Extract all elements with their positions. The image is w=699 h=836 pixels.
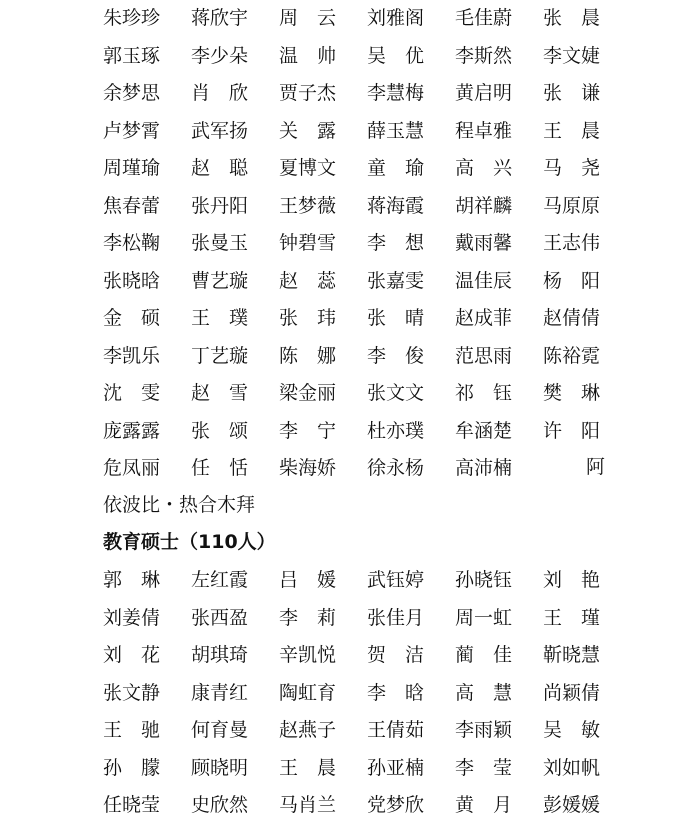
name-cell: 刘雅阁 <box>367 7 425 29</box>
name-cell: 焦春蕾 <box>103 194 161 217</box>
name-cell: 范思雨 <box>455 344 513 367</box>
name-cell: 程卓雅 <box>455 119 513 142</box>
name-cell: 刘姜倩 <box>103 606 161 629</box>
name-cell: 蔺 佳 <box>455 644 513 666</box>
name-cell: 张晓晗 <box>103 269 161 292</box>
name-cell: 高 慧 <box>455 681 513 704</box>
name-cell: 张嘉雯 <box>367 269 425 292</box>
name-cell: 余梦思 <box>103 82 161 104</box>
name-cell: 关 露 <box>279 119 337 142</box>
name-cell: 张 颂 <box>191 419 249 442</box>
name-cell: 彭媛媛 <box>543 794 601 816</box>
name-cell: 蒋海霞 <box>367 194 425 217</box>
name-cell: 何育曼 <box>191 719 249 741</box>
name-cell: 肖 欣 <box>191 82 249 104</box>
name-cell: 戴雨馨 <box>455 232 513 254</box>
name-cell: 马肖兰 <box>279 794 337 816</box>
name-cell: 刘 花 <box>103 644 161 666</box>
name-cell: 王 瑾 <box>543 606 601 629</box>
name-cell: 周一虹 <box>455 606 513 629</box>
name-cell: 薛玉慧 <box>367 119 425 142</box>
name-cell: 张 晴 <box>367 307 425 329</box>
name-cell: 赵燕子 <box>279 719 337 741</box>
name-cell: 徐永杨 <box>367 457 425 479</box>
name-cell: 沈 雯 <box>103 382 161 404</box>
name-cell: 危凤丽 <box>103 457 161 479</box>
name-cell: 王梦薇 <box>279 194 337 217</box>
name-cell: 胡祥麟 <box>455 194 513 217</box>
name-cell: 李凯乐 <box>103 344 161 367</box>
name-cell: 周 云 <box>279 7 337 29</box>
name-cell: 樊 琳 <box>543 382 601 404</box>
name-cell: 任晓莹 <box>103 794 161 816</box>
name-cell: 孙亚楠 <box>367 756 425 779</box>
wrapped-name-start: 阿 <box>586 456 606 478</box>
name-cell: 许 阳 <box>543 419 601 442</box>
name-cell: 李松鞠 <box>103 232 161 254</box>
name-cell: 刘 艳 <box>543 569 601 591</box>
name-cell: 王 晨 <box>279 756 337 779</box>
name-cell: 陈 娜 <box>279 344 337 367</box>
name-cell: 祁 钰 <box>455 382 513 404</box>
name-cell: 吴 敏 <box>543 719 601 741</box>
name-cell: 王 驰 <box>103 719 161 741</box>
name-cell: 赵 蕊 <box>279 269 337 292</box>
name-cell: 赵 聪 <box>191 157 249 179</box>
name-cell: 李 俊 <box>367 344 425 367</box>
name-cell: 杜亦璞 <box>367 419 425 442</box>
name-cell: 赵倩倩 <box>543 307 601 329</box>
name-cell: 吴 优 <box>367 44 425 67</box>
name-cell: 辛凯悦 <box>279 644 337 666</box>
name-cell: 贾子杰 <box>279 82 337 104</box>
name-cell: 史欣然 <box>191 794 249 816</box>
name-cell: 张文静 <box>103 681 161 704</box>
name-cell: 武军扬 <box>191 119 249 142</box>
name-cell: 黄启明 <box>455 82 513 104</box>
name-cell: 党梦欣 <box>367 794 425 816</box>
name-cell: 尚颖倩 <box>543 681 601 704</box>
name-cell: 朱珍珍 <box>103 7 161 29</box>
name-list-education <box>103 562 631 825</box>
name-cell: 张佳月 <box>367 606 425 629</box>
name-cell: 牟涵楚 <box>455 419 513 442</box>
name-cell: 温佳辰 <box>455 269 513 292</box>
name-cell: 李 想 <box>367 232 425 254</box>
name-cell: 张丹阳 <box>191 194 249 217</box>
name-cell: 蒋欣宇 <box>191 7 249 29</box>
name-cell: 周瑾瑜 <box>103 157 161 179</box>
name-cell: 李雨颖 <box>455 719 513 741</box>
section-heading-education: 教育硕士（110人） <box>103 531 276 553</box>
name-cell: 陈裕霓 <box>543 344 601 367</box>
name-cell: 张 谦 <box>543 82 601 104</box>
name-cell: 王倩茹 <box>367 719 425 741</box>
name-cell: 李斯然 <box>455 44 513 67</box>
name-cell: 王 晨 <box>543 119 601 142</box>
name-cell: 左红霞 <box>191 569 249 591</box>
name-cell: 赵 雪 <box>191 382 249 404</box>
name-cell: 庞露露 <box>103 419 161 442</box>
name-cell: 张 晨 <box>543 7 601 29</box>
name-cell: 丁艺璇 <box>191 344 249 367</box>
name-cell: 张文文 <box>367 382 425 404</box>
name-cell: 毛佳蔚 <box>455 7 513 29</box>
name-cell: 黄 月 <box>455 794 513 816</box>
name-cell: 任 恬 <box>191 457 249 479</box>
name-cell: 夏博文 <box>279 157 337 179</box>
name-cell: 杨 阳 <box>543 269 601 292</box>
name-cell: 武钰婷 <box>367 569 425 591</box>
name-cell: 陶虹育 <box>279 681 337 704</box>
name-cell: 李文婕 <box>543 44 601 67</box>
name-cell: 高沛楠 <box>455 457 513 479</box>
name-cell: 王志伟 <box>543 232 601 254</box>
name-cell: 李少朵 <box>191 44 249 67</box>
name-cell: 靳晓慧 <box>543 644 601 666</box>
wrapped-name-rest: 依波比・热合木拜 <box>103 494 256 516</box>
name-cell: 李慧梅 <box>367 82 425 104</box>
name-cell: 刘如帆 <box>543 756 601 779</box>
name-cell: 郭 琳 <box>103 569 161 591</box>
name-cell: 李 莉 <box>279 606 337 629</box>
name-cell: 孙晓钰 <box>455 569 513 591</box>
name-cell: 李 莹 <box>455 756 513 779</box>
name-cell: 郭玉琢 <box>103 44 161 67</box>
name-cell: 童 瑜 <box>367 157 425 179</box>
name-cell: 吕 媛 <box>279 569 337 591</box>
name-cell: 高 兴 <box>455 157 513 179</box>
name-cell: 张 玮 <box>279 307 337 329</box>
name-cell: 张曼玉 <box>191 232 249 254</box>
name-cell: 李 晗 <box>367 681 425 704</box>
name-cell: 马原原 <box>543 194 601 217</box>
name-cell: 温 帅 <box>279 44 337 67</box>
name-cell: 钟碧雪 <box>279 232 337 254</box>
name-cell: 孙 朦 <box>103 756 161 779</box>
name-list-top <box>103 0 631 488</box>
name-cell: 顾晓明 <box>191 756 249 779</box>
name-cell: 赵成菲 <box>455 307 513 329</box>
name-cell: 康青红 <box>191 681 249 704</box>
name-cell: 李 宁 <box>279 419 337 442</box>
name-cell: 王 璞 <box>191 307 249 329</box>
name-cell: 张西盈 <box>191 606 249 629</box>
name-cell: 梁金丽 <box>279 382 337 404</box>
name-cell: 贺 洁 <box>367 644 425 666</box>
name-cell: 金 硕 <box>103 307 161 329</box>
name-cell: 曹艺璇 <box>191 269 249 292</box>
name-cell: 胡琪琦 <box>191 644 249 666</box>
name-cell: 柴海娇 <box>279 457 337 479</box>
name-cell: 卢梦霄 <box>103 119 161 142</box>
name-cell: 马 尧 <box>543 157 601 179</box>
